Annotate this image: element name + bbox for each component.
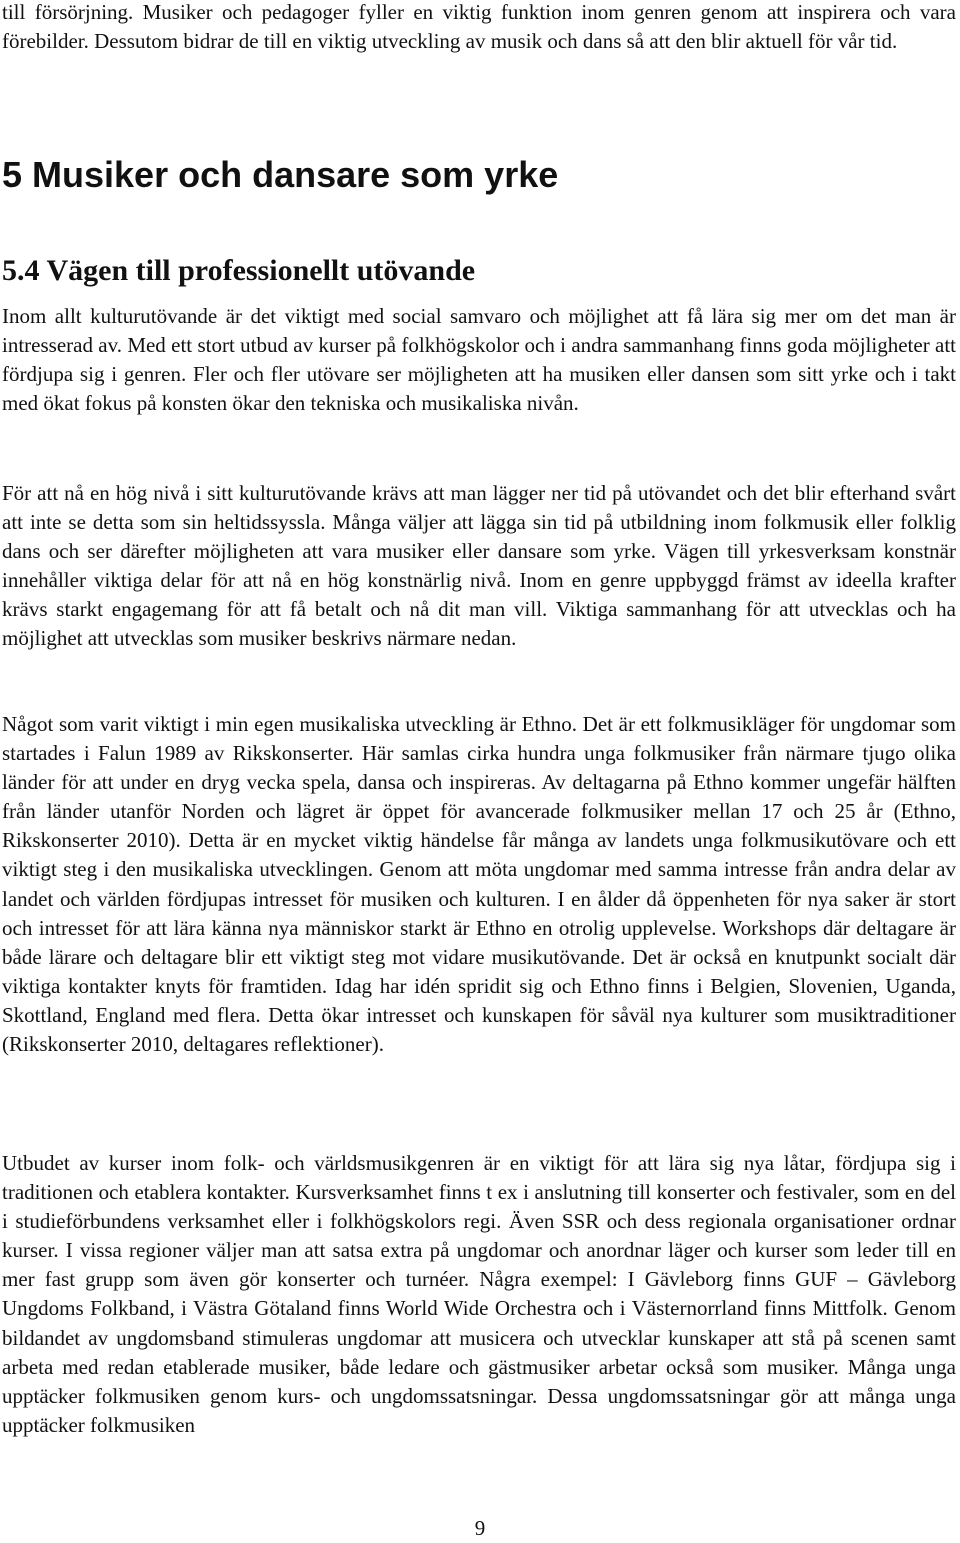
section-heading: 5 Musiker och dansare som yrke <box>2 154 559 195</box>
body-paragraph: För att nå en hög nivå i sitt kulturutövande krävs att man lägger ner tid på utövandet och det blir efterhand svårt att inte se detta som sin heltidssyssla. Många väljer att lägga sin tid på utbildning inom folkmusik eller folklig dans och ser därefter möjligheten att vara musiker eller dansare som yrke. Vägen till yrkesverksam konstnär innehåller viktiga delar för att nå en hög konstnärlig nivå. Inom en genre uppbyggd främst av ideella krafter krävs starkt engagemang för att få betalt och nå dit man vill. Viktiga sammanhang för att utvecklas och ha möjlighet att utvecklas som musiker beskrivs närmare nedan. <box>2 481 956 651</box>
body-paragraph: Inom allt kulturutövande är det viktigt med social samvaro och möjlighet att få lära sig mer om det man är intresserad av. Med ett stort utbud av kurser på folkhögskolor och i andra sammanhang finns goda möjligheter att fördjupa sig i genren. Fler och fler utövare ser möjligheten att ha musiken eller dansen som sitt yrke och i takt med ökat fokus på konsten ökar den tekniska och musikaliska nivån. <box>2 304 956 416</box>
intro-paragraph: till försörjning. Musiker och pedagoger fyller en viktig funktion inom genren genom att inspirera och vara förebilder. Dessutom bidrar de till en viktig utveckling av musik och dans så att den blir aktuell för vår tid. <box>2 0 956 54</box>
body-paragraph: Utbudet av kurser inom folk- och världsmusikgenren är en viktigt för att lära sig nya låtar, fördjupa sig i traditionen och etablera kontakter. Kursverksamhet finns t ex i anslutning till konserter och festivaler, som en del i studieförbundens verksamhet eller i folkhögskolors regi. Även SSR och dess regionala organisationer ordnar kurser. I vissa regioner väljer man att satsa extra på ungdomar och anordnar läger och kurser som leder till en mer fast grupp som även gör konserter och turnéer. Några exempel: I Gävleborg finns GUF – Gävleborg Ungdoms Folkband, i Västra Götaland finns World Wide Orchestra och i Västernorrland finns Mittfolk. Genom bildandet av ungdomsband stimuleras ungdomar att musicera och utvecklar kunskaper att stå på scenen samt arbeta med redan etablerade musiker, både ledare och gästmusiker arbetar också som musiker. Många unga upptäcker folkmusiken genom kurs- och ungdomssatsningar. Dessa ungdomssatsningar gör att många unga upptäcker folkmusiken <box>2 1151 956 1437</box>
subsection-heading: 5.4 Vägen till professionellt utövande <box>2 254 476 287</box>
body-paragraph: Något som varit viktigt i min egen musikaliska utveckling är Ethno. Det är ett folkmusikläger för ungdomar som startades i Falun 1989 av Rikskonserter. Här samlas cirka hundra unga folkmusiker från närmare tjugo olika länder för att under en dryg vecka spela, dansa och inspireras. Av deltagarna på Ethno kommer ungefär hälften från länder utanför Norden och lägret är öppet för avancerade folkmusiker mellan 17 och 25 år (Ethno, Rikskonserter 2010). Detta är en mycket viktig händelse får många av landets unga folkmusikutövare och ett viktigt steg i den musikaliska utvecklingen. Genom att möta ungdomar med samma intresse från andra delar av landet och världen fördjupas intresset för musiken och kulturen. I en ålder då öppenheten för nya saker är stort och intresset för att lära känna nya människor starkt är Ethno en otrolig upplevelse. Workshops där deltagare är både lärare och deltagare blir ett viktigt steg mot vidare musikutövande. Det är också en knutpunkt socialt där viktiga kontakter knyts för framtiden. Idag har idén spridit sig och Ethno finns i Belgien, Slovenien, Uganda, Skottland, England med flera. Detta ökar intresset och kunskapen för såväl nya kulturer som musiktraditioner (Rikskonserter 2010, deltagares reflektioner). <box>2 712 956 1057</box>
page-number: 9 <box>474 1516 486 1540</box>
